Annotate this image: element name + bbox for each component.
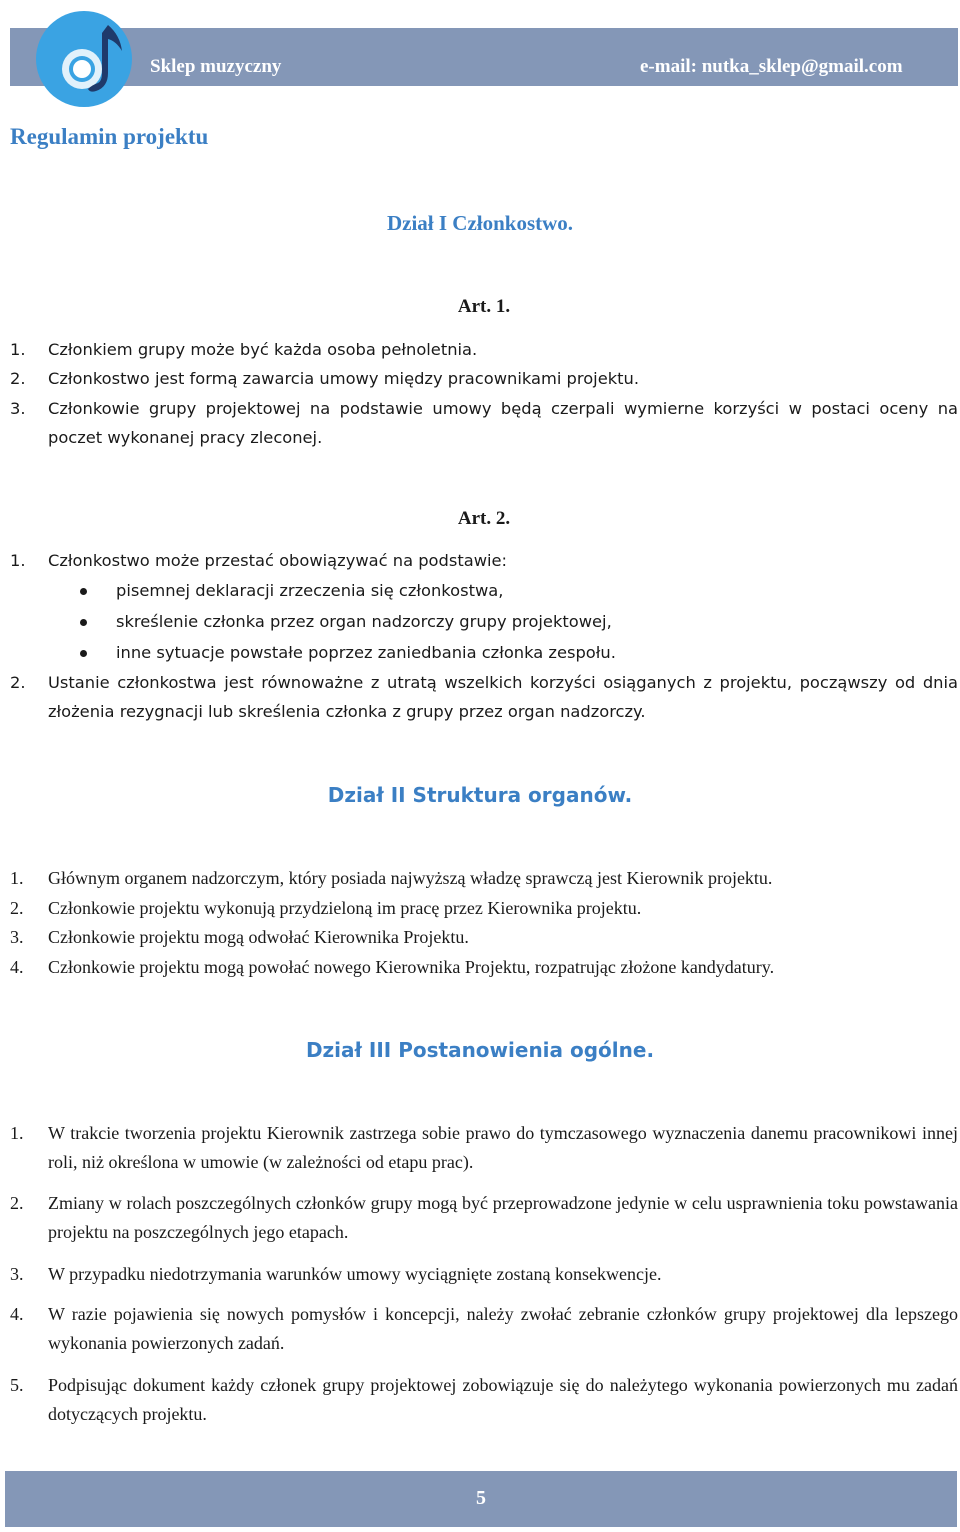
list-item (10, 894, 958, 923)
list-item (10, 364, 958, 393)
item-text: Członkostwo jest formą zawarcia umowy między pracownikami projektu. (48, 369, 640, 388)
item-text: Ustanie członkostwa jest równoważne z utratą wszelkich korzyści osiąganych z projektu, począwszy od dnia złożenia rezygnacji lub skreślenia członka z grupy przez organ nadzorczy. (48, 673, 958, 721)
item-text: W przypadku niedotrzymania warunków umowy wyciągnięte zostaną konsekwencje. (48, 1264, 662, 1284)
list-item (10, 1119, 958, 1177)
section-heading-general: Dział III Postanowienia ogólne. (305, 1038, 655, 1062)
item-text: Członkiem grupy może być każda osoba pełnoletnia. (48, 340, 478, 359)
item-number: 2. (10, 673, 26, 692)
list-item (10, 546, 958, 575)
item-text: Członkowie grupy projektowej na podstawie umowy będą czerpali wymierne korzyści w postaci oceny na poczet wykonanej pracy zleconej. (48, 399, 958, 447)
bullet-text: pisemnej deklaracji zrzeczenia się członkostwa, (116, 581, 504, 600)
list-item (10, 394, 958, 452)
item-text: W trakcie tworzenia projektu Kierownik zastrzega sobie prawo do tymczasowego wyznaczenia danemu pracownikowi innej roli, niż określona w umowie (w zależności od etapu prac). (48, 1123, 958, 1172)
bullet-icon (80, 650, 87, 657)
item-number: 4. (10, 1304, 24, 1324)
item-number: 3. (10, 927, 24, 947)
list-item (10, 1260, 958, 1289)
bullet-icon (80, 619, 87, 626)
list-item (10, 923, 958, 952)
item-number: 1. (10, 868, 24, 888)
article-1-label: Art. 1. (457, 296, 511, 317)
section-heading-membership: Dział I Członkostwo. (386, 211, 574, 235)
item-number: 1. (10, 340, 26, 359)
item-number: 4. (10, 957, 24, 977)
section-heading-structure: Dział II Struktura organów. (327, 783, 633, 807)
document-title: Regulamin projektu (10, 124, 209, 149)
item-number: 2. (10, 1193, 24, 1213)
logo (36, 11, 132, 107)
bullet-item (80, 607, 940, 637)
item-text: Członkostwo może przestać obowiązywać na podstawie: (48, 551, 508, 570)
item-text: Członkowie projektu wykonują przydzieloną im pracę przez Kierownika projektu. (48, 898, 642, 918)
item-text: W razie pojawienia się nowych pomysłów i koncepcji, należy zwołać zebranie członków grupy projektowej dla lepszego wykonania powierzonych zadań. (48, 1304, 958, 1353)
list-item (10, 1300, 958, 1358)
item-number: 3. (10, 1264, 24, 1284)
brand-name: Sklep muzyczny (150, 56, 282, 77)
list-item (10, 953, 958, 982)
item-text: Podpisując dokument każdy członek grupy projektowej zobowiązuje się do należytego wykonania powierzonych mu zadań dotyczących projektu. (48, 1375, 958, 1424)
item-number: 2. (10, 898, 24, 918)
article-2-label: Art. 2. (457, 508, 511, 529)
list-item (10, 1189, 958, 1247)
item-number: 1. (10, 551, 26, 570)
item-text: Zmiany w rolach poszczególnych członków grupy mogą być przeprowadzone jedynie w celu usprawnienia toku powstawania projektu na poszczególnych jego etapach. (48, 1193, 958, 1242)
bullet-text: skreślenie członka przez organ nadzorczy grupy projektowej, (116, 612, 612, 631)
item-text: Członkowie projektu mogą odwołać Kierownika Projektu. (48, 927, 469, 947)
footer-bar (5, 1471, 957, 1527)
music-note-icon (36, 11, 132, 107)
page-number: 5 (476, 1487, 486, 1509)
bullet-text: inne sytuacje powstałe poprzez zaniedbania członka zespołu. (116, 643, 616, 662)
list-item (10, 1371, 958, 1429)
item-text: Członkowie projektu mogą powołać nowego Kierownika Projektu, rozpatrując złożone kandydatury. (48, 957, 775, 977)
item-text: Głównym organem nadzorczym, który posiada najwyższą władzę sprawczą jest Kierownik projektu. (48, 868, 773, 888)
item-number: 3. (10, 399, 26, 418)
header-email: e-mail: nutka_sklep@gmail.com (640, 56, 903, 77)
list-item (10, 668, 958, 726)
bullet-icon (80, 588, 87, 595)
bullet-item (80, 576, 940, 606)
list-item (10, 335, 958, 364)
list-item (10, 864, 958, 893)
item-number: 1. (10, 1123, 24, 1143)
brand-subtitle: “Nutka” (150, 84, 220, 105)
bullet-item (80, 638, 940, 668)
item-number: 5. (10, 1375, 24, 1395)
item-number: 2. (10, 369, 26, 388)
